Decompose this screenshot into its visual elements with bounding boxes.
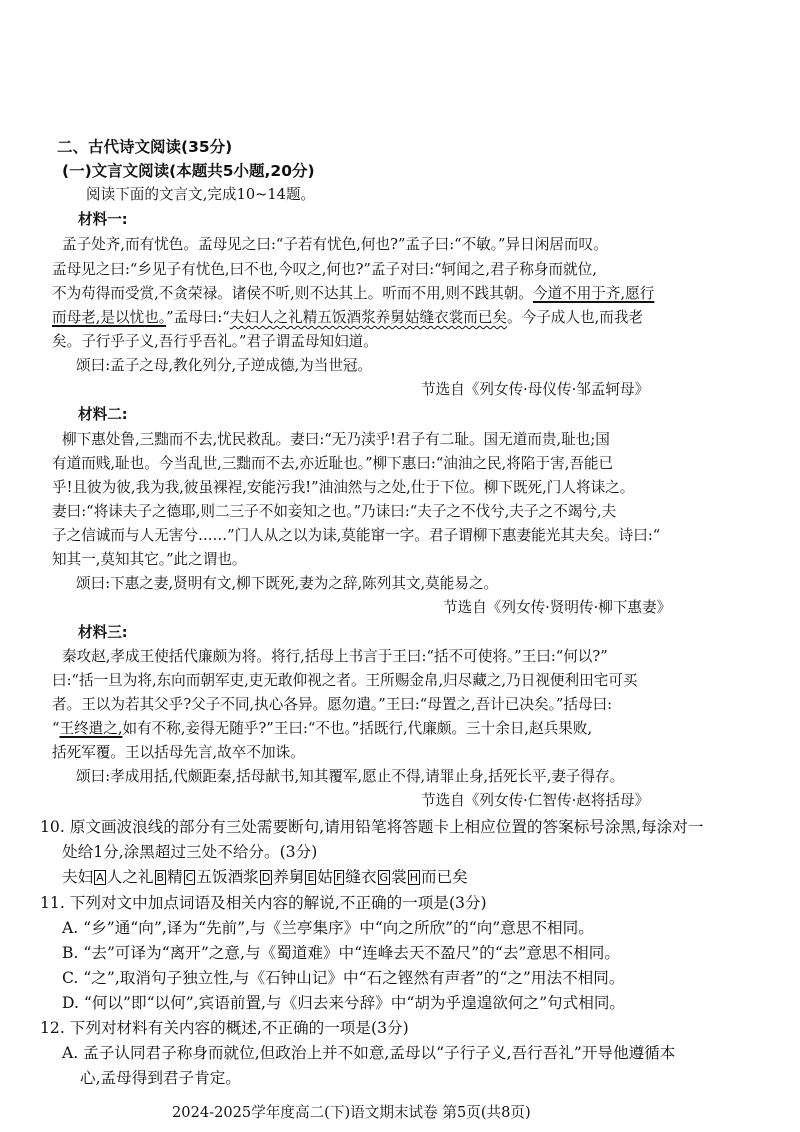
material3-line: 括死军覆。王以括母先言,故卒不加诛。 bbox=[52, 744, 305, 761]
material3-source: 节选自《列女传·仁智传·赵将括母》 bbox=[421, 792, 650, 809]
underlined-sentence: 而母老,是以忧也。 bbox=[52, 309, 167, 326]
q10-segment: 夫妇 bbox=[62, 868, 94, 886]
q10-segment: 缝衣 bbox=[345, 868, 377, 886]
q12-stem: 12. 下列对材料有关内容的概述,不正确的一项是(3分) bbox=[40, 1019, 409, 1037]
q10-stem-cont: 处给1分,涂黑超过三处不给分。(3分) bbox=[62, 843, 318, 861]
q11-option-a[interactable]: A. “乡”通“向”,译为“先前”,与《兰亭集序》中“向之所欣”的“向”意思不相同。 bbox=[62, 919, 594, 937]
q10-segment: 姑 bbox=[317, 868, 334, 886]
material1-text: 。今子成人也,而我老 bbox=[507, 309, 643, 326]
material3-text: 如有不称,妾得无随乎?”王曰:“不也。”括既行,代廉颇。三十余日,赵兵果败, bbox=[122, 720, 593, 737]
material3-label: 材料三: bbox=[78, 624, 128, 641]
material2-label: 材料二: bbox=[78, 406, 128, 423]
material1-ode: 颂曰:孟子之母,教化列分,子逆成德,为当世冠。 bbox=[76, 357, 373, 374]
material1-source: 节选自《列女传·母仪传·邹孟轲母》 bbox=[421, 381, 650, 398]
q10-sentence bbox=[62, 868, 468, 886]
material2-line: 乎!且彼为彼,我为我,彼虽裸裎,安能污我!”油油然与之处,仕于下位。柳下既死,门人将诔之。 bbox=[52, 479, 635, 496]
material2-line: 柳下惠处鲁,三黜而不去,忧民救乱。妻曰:“无乃渎乎!君子有二耻。国无道而贵,耻也;国 bbox=[62, 431, 610, 448]
q11-option-b[interactable]: B. “去”可译为“离开”之意,与《蜀道难》中“连峰去天不盈尺”的“去”意思不相同。 bbox=[62, 944, 620, 962]
material3-line bbox=[52, 720, 592, 738]
q10-segment: 五饭酒浆 bbox=[196, 868, 259, 886]
material2-line: 妻曰:“将诔夫子之德耶,则二三子不如妾知之也。”乃诔曰:“夫子之不伐兮,夫子之不竭兮,夫 bbox=[52, 503, 617, 520]
material1-line: 孟母见之曰:“乡见子有忧色,曰不也,今叹之,何也?”孟子对曰:“轲闻之,君子称身而就位, bbox=[52, 261, 597, 278]
material2-line: 知其一,莫知其它。”此之谓也。 bbox=[52, 551, 247, 568]
material3-line: 秦攻赵,孝成王使括代廉颇为将。将行,括母上书言于王曰:“括不可使将。”王曰:“何以?” bbox=[62, 648, 608, 665]
material1-line bbox=[52, 285, 654, 303]
q11-option-c[interactable]: C. “之”,取消句子独立性,与《石钟山记》中“石之铿然有声者”的“之”用法不相同。 bbox=[62, 969, 625, 987]
section-heading: 二、古代诗文阅读(35分) bbox=[57, 138, 233, 156]
page-footer: 2024-2025学年度高二(下)语文期末试卷 第5页(共8页) bbox=[172, 1104, 531, 1121]
material1-line bbox=[52, 309, 643, 327]
q10-marker-h[interactable]: H bbox=[409, 871, 418, 884]
q10-stem: 10. 原文画波浪线的部分有三处需要断句,请用铅笔将答题卡上相应位置的答案标号涂黑,每涂对一 bbox=[40, 818, 704, 836]
q10-segment: 人之礼 bbox=[106, 868, 154, 886]
q10-segment: 精 bbox=[167, 868, 183, 886]
q10-marker-d[interactable]: D bbox=[261, 871, 271, 884]
material2-line: 有道而贱,耻也。今当乱世,三黜而不去,亦近耻也。”柳下惠曰:“油油之民,将陷于害,吾能已 bbox=[52, 455, 614, 472]
material3-ode: 颂曰:孝成用括,代颇距秦,括母献书,知其覆军,愿止不得,请罪止身,括死长平,妻子得存。 bbox=[76, 768, 625, 785]
material1-text: 不为苟得而受赏,不贪荣禄。诸侯不听,则不达其上。听而不用,则不践其朝。 bbox=[52, 285, 533, 302]
q10-marker-g[interactable]: G bbox=[379, 871, 389, 884]
material3-line: 曰:“括一旦为将,东向而朝军吏,吏无敢仰视之者。王所赐金帛,归尽藏之,乃日视便利田宅可买 bbox=[52, 672, 638, 689]
q11-option-d[interactable]: D. “何以”即“以何”,宾语前置,与《归去来兮辞》中“胡为乎遑遑欲何之”句式相同。 bbox=[62, 994, 626, 1012]
underlined-sentence: 今道不用于齐,愿行 bbox=[532, 285, 655, 302]
q10-marker-e[interactable]: E bbox=[307, 871, 315, 884]
material2-line: 子之信诚而与人无害兮……”门人从之以为诔,莫能窜一字。君子谓柳下惠妻能光其夫矣。诗曰:“ bbox=[52, 527, 661, 544]
q10-marker-f[interactable]: F bbox=[336, 871, 343, 884]
sub-heading: (一)文言文阅读(本题共5小题,20分) bbox=[62, 162, 315, 180]
material1-line: 孟子处齐,而有忧色。孟母见之曰:“子若有忧色,何也?”孟子曰:“不敏。”异日闲居而叹。 bbox=[62, 236, 608, 253]
q10-marker-b[interactable]: B bbox=[156, 871, 165, 884]
material1-label: 材料一: bbox=[78, 211, 128, 228]
material1-line: 矣。子行乎子义,吾行乎吾礼。”君子谓孟母知妇道。 bbox=[52, 333, 378, 350]
material3-line: 者。王以为若其父乎?父子不同,执心各异。愿勿遣。”王曰:“母置之,吾计已决矣。”括母曰: bbox=[52, 696, 613, 713]
q12-option-a-cont: 心,孟母得到君子肯定。 bbox=[80, 1069, 241, 1087]
q11-stem: 11. 下列对文中加点词语及相关内容的解说,不正确的一项是(3分) bbox=[40, 894, 487, 912]
wavy-sentence: 夫妇人之礼精五饭酒浆养舅姑缝衣裳而已矣 bbox=[229, 309, 508, 326]
q10-segment: 裳 bbox=[391, 868, 407, 886]
material3-text: “ bbox=[52, 720, 60, 737]
instruction: 阅读下面的文言文,完成10~14题。 bbox=[86, 186, 316, 203]
q10-marker-c[interactable]: C bbox=[185, 871, 194, 884]
q10-segment: 养舅 bbox=[273, 868, 305, 886]
material2-source: 节选自《列女传·贤明传·柳下惠妻》 bbox=[443, 599, 672, 616]
q10-segment: 而已矣 bbox=[420, 868, 468, 886]
material2-ode: 颂曰:下惠之妻,贤明有文,柳下既死,妻为之辞,陈列其文,莫能易之。 bbox=[76, 575, 499, 592]
material1-text: ”孟母曰:“ bbox=[166, 309, 230, 326]
q10-marker-a[interactable]: A bbox=[96, 871, 104, 884]
underlined-sentence: 王终遣之, bbox=[59, 720, 123, 737]
q12-option-a[interactable]: A. 孟子认同君子称身而就位,但政治上并不如意,孟母以“子行子义,吾行吾礼”开导他遵循本 bbox=[62, 1044, 676, 1062]
